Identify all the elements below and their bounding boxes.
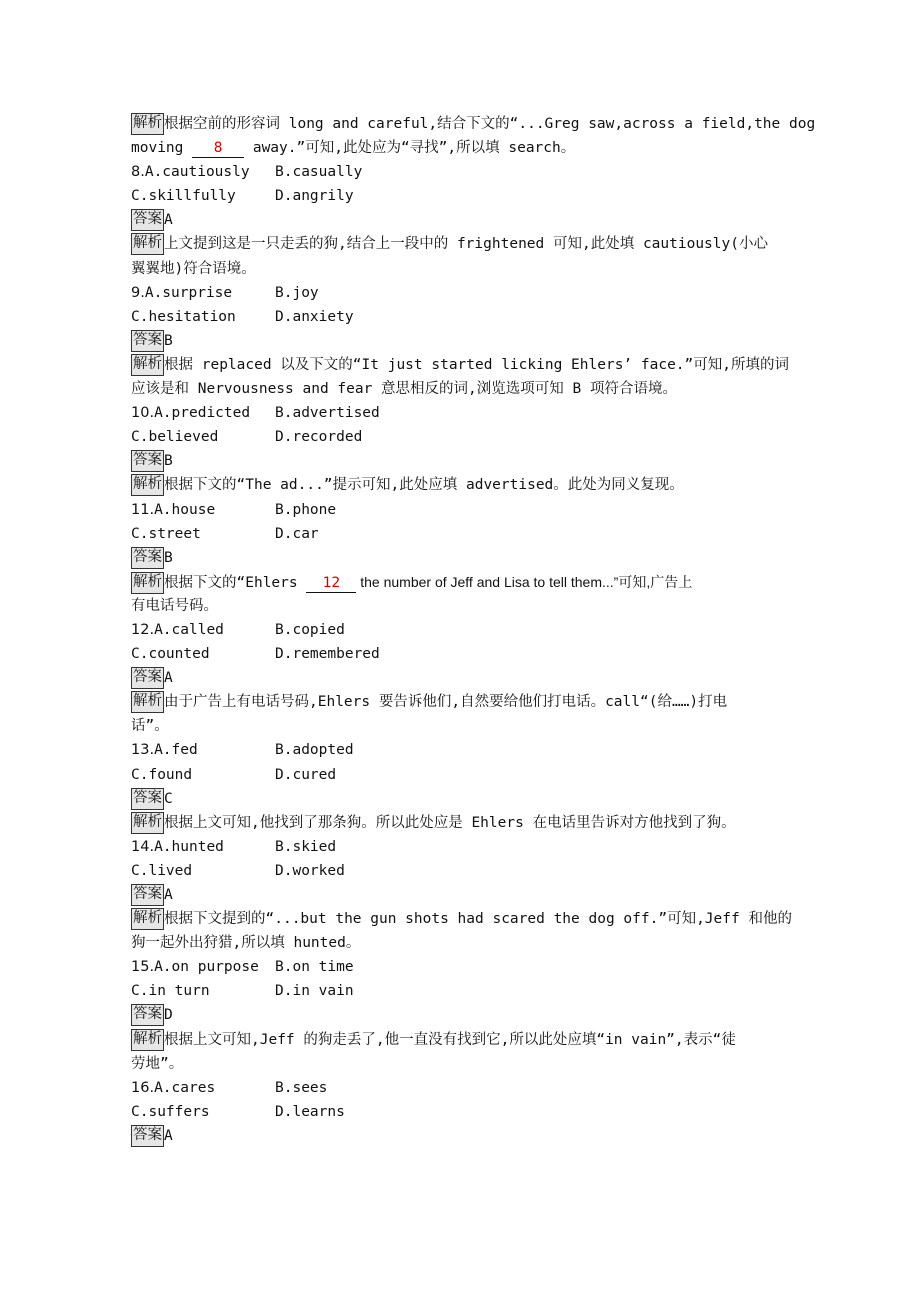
option-b: B.advertised bbox=[275, 405, 380, 422]
option-c: C.in turn bbox=[131, 983, 210, 1000]
analysis-text: 应该是和 Nervousness and fear 意思相反的词,浏览选项可知 B 项符合语境。 bbox=[131, 381, 677, 398]
option-d: D.in vain bbox=[275, 983, 354, 1000]
analysis-line bbox=[131, 811, 821, 835]
question-13-options-row2 bbox=[131, 763, 821, 787]
option-d: D.anxiety bbox=[275, 308, 354, 325]
option-a: A.on purpose bbox=[154, 959, 259, 976]
analysis-tag: 解析 bbox=[131, 113, 164, 135]
answer-value: B bbox=[164, 453, 173, 470]
answer-tag: 答案 bbox=[131, 450, 164, 472]
document-page bbox=[131, 112, 821, 1148]
answer-tag: 答案 bbox=[131, 788, 164, 810]
option-b: B.joy bbox=[275, 284, 319, 301]
question-number: 8. bbox=[131, 164, 145, 181]
answer-value: B bbox=[164, 549, 173, 566]
analysis-tag: 解析 bbox=[131, 691, 164, 713]
analysis-line bbox=[131, 112, 821, 136]
analysis-text: 有电话号码。 bbox=[131, 597, 218, 614]
answer-tag: 答案 bbox=[131, 667, 164, 689]
analysis-text: away.”可知,此处应为“寻找”,所以填 search。 bbox=[244, 140, 576, 157]
question-number: 11. bbox=[131, 501, 155, 518]
answer-line bbox=[131, 329, 821, 353]
analysis-text: 根据上文可知,他找到了那条狗。所以此处应是 Ehlers 在电话里告诉对方他找到了狗。 bbox=[164, 814, 736, 831]
blank-number: 12 bbox=[306, 574, 356, 593]
analysis-tag: 解析 bbox=[131, 233, 164, 255]
answer-value: C bbox=[164, 790, 173, 807]
option-d: D.angrily bbox=[275, 188, 354, 205]
option-c: C.lived bbox=[131, 862, 193, 879]
option-b: B.sees bbox=[275, 1079, 328, 1096]
analysis-text: 根据下文提到的“...but the gun shots had scared the dog off.”可知,Jeff 和他的 bbox=[164, 911, 792, 928]
answer-value: D bbox=[164, 1007, 173, 1024]
analysis-line bbox=[131, 377, 821, 401]
answer-value: B bbox=[164, 332, 173, 349]
option-c: C.suffers bbox=[131, 1103, 210, 1120]
question-number: 9. bbox=[131, 284, 145, 301]
analysis-line bbox=[131, 714, 821, 738]
answer-value: A bbox=[164, 670, 173, 687]
blank-number: 8 bbox=[192, 139, 244, 158]
question-10-options-row1 bbox=[131, 401, 821, 425]
question-number: 16. bbox=[131, 1079, 155, 1096]
question-9-options-row2 bbox=[131, 305, 821, 329]
option-c: C.skillfully bbox=[131, 188, 236, 205]
answer-line bbox=[131, 449, 821, 473]
analysis-line bbox=[131, 1052, 821, 1076]
question-number: 15. bbox=[131, 959, 155, 976]
analysis-line bbox=[131, 232, 821, 256]
option-b: B.skied bbox=[275, 838, 337, 855]
answer-line bbox=[131, 1003, 821, 1027]
analysis-text: 上文提到这是一只走丢的狗,结合上一段中的 frightened 可知,此处填 cautiously(小心 bbox=[164, 236, 768, 253]
answer-tag: 答案 bbox=[131, 1125, 164, 1147]
answer-line bbox=[131, 546, 821, 570]
analysis-text: the number of Jeff and Lisa to tell them...”可知,广告上 bbox=[356, 573, 693, 590]
answer-tag: 答案 bbox=[131, 330, 164, 352]
answer-tag: 答案 bbox=[131, 547, 164, 569]
analysis-line bbox=[131, 594, 821, 618]
analysis-tag: 解析 bbox=[131, 474, 164, 496]
analysis-text: 翼翼地)符合语境。 bbox=[131, 260, 256, 277]
answer-value: A bbox=[164, 1127, 173, 1144]
analysis-text: 根据下文的“The ad...”提示可知,此处应填 advertised。此处为同义复现。 bbox=[164, 477, 684, 494]
analysis-text: 根据 replaced 以及下文的“It just started licking Ehlers’ face.”可知,所填的词 bbox=[164, 356, 789, 373]
analysis-text: 话”。 bbox=[131, 718, 169, 735]
question-14-options-row1 bbox=[131, 835, 821, 859]
question-number: 13. bbox=[131, 742, 155, 759]
option-d: D.car bbox=[275, 525, 319, 542]
option-d: D.cured bbox=[275, 766, 337, 783]
analysis-line bbox=[131, 907, 821, 931]
answer-tag: 答案 bbox=[131, 1004, 164, 1026]
analysis-text: 根据下文的“Ehlers bbox=[164, 574, 307, 591]
analysis-text: 由于广告上有电话号码,Ehlers 要告诉他们,自然要给他们打电话。call“(给……)打电 bbox=[164, 694, 728, 711]
analysis-line bbox=[131, 570, 821, 594]
analysis-line bbox=[131, 473, 821, 497]
analysis-tag: 解析 bbox=[131, 354, 164, 376]
analysis-tag: 解析 bbox=[131, 1029, 164, 1051]
option-d: D.learns bbox=[275, 1103, 345, 1120]
analysis-tag: 解析 bbox=[131, 812, 164, 834]
option-c: C.street bbox=[131, 525, 201, 542]
question-number: 12. bbox=[131, 621, 155, 638]
question-13-options-row1 bbox=[131, 738, 821, 762]
analysis-line bbox=[131, 136, 821, 160]
option-b: B.phone bbox=[275, 501, 337, 518]
question-12-options-row2 bbox=[131, 642, 821, 666]
analysis-line bbox=[131, 353, 821, 377]
question-11-options-row1 bbox=[131, 498, 821, 522]
answer-line bbox=[131, 666, 821, 690]
analysis-line bbox=[131, 931, 821, 955]
option-a: A.called bbox=[154, 621, 224, 638]
option-a: A.predicted bbox=[154, 405, 251, 422]
analysis-text: 狗一起外出狩猎,所以填 hunted。 bbox=[131, 935, 361, 952]
answer-line bbox=[131, 787, 821, 811]
question-number: 10. bbox=[131, 405, 155, 422]
analysis-text: 根据上文可知,Jeff 的狗走丢了,他一直没有找到它,所以此处应填“in vain”,表示“徒 bbox=[164, 1031, 736, 1048]
answer-value: A bbox=[164, 887, 173, 903]
question-11-options-row2 bbox=[131, 522, 821, 546]
question-10-options-row2 bbox=[131, 425, 821, 449]
question-15-options-row1 bbox=[131, 955, 821, 979]
option-a: A.surprise bbox=[144, 284, 233, 301]
option-b: B.copied bbox=[275, 621, 345, 638]
option-d: D.worked bbox=[275, 862, 345, 879]
analysis-line bbox=[131, 1028, 821, 1052]
option-c: C.found bbox=[131, 766, 193, 783]
option-d: D.remembered bbox=[275, 646, 380, 663]
answer-line bbox=[131, 883, 821, 907]
analysis-text: 劳地”。 bbox=[131, 1055, 184, 1072]
answer-tag: 答案 bbox=[131, 884, 164, 906]
analysis-line bbox=[131, 690, 821, 714]
question-12-options-row1 bbox=[131, 618, 821, 642]
option-a: A.hunted bbox=[154, 838, 224, 855]
question-16-options-row2 bbox=[131, 1100, 821, 1124]
option-d: D.recorded bbox=[275, 429, 363, 446]
question-8-options-row1 bbox=[131, 160, 821, 184]
option-c: C.believed bbox=[131, 429, 219, 446]
question-8-options-row2 bbox=[131, 184, 821, 208]
question-9-options-row1 bbox=[131, 281, 821, 305]
option-b: B.casually bbox=[275, 164, 363, 181]
option-c: C.hesitation bbox=[131, 308, 236, 325]
analysis-text: 根据空前的形容词 long and careful,结合下文的“...Greg saw,across a field,the dog bbox=[164, 116, 816, 132]
answer-tag: 答案 bbox=[131, 209, 164, 231]
option-a: A.fed bbox=[154, 742, 198, 759]
answer-value: A bbox=[164, 212, 173, 229]
question-number: 14. bbox=[131, 838, 155, 855]
option-a: A.cares bbox=[154, 1079, 216, 1096]
answer-line bbox=[131, 1124, 821, 1148]
analysis-tag: 解析 bbox=[131, 908, 164, 930]
option-b: B.on time bbox=[275, 959, 354, 976]
analysis-tag: 解析 bbox=[131, 572, 164, 594]
question-14-options-row2 bbox=[131, 859, 821, 883]
question-16-options-row1 bbox=[131, 1076, 821, 1100]
answer-line bbox=[131, 208, 821, 232]
option-b: B.adopted bbox=[275, 742, 354, 759]
question-15-options-row2 bbox=[131, 979, 821, 1003]
analysis-line bbox=[131, 257, 821, 281]
analysis-text: moving bbox=[131, 140, 193, 157]
option-a: A.house bbox=[154, 501, 216, 518]
option-c: C.counted bbox=[131, 646, 210, 663]
option-a: A.cautiously bbox=[144, 164, 250, 181]
